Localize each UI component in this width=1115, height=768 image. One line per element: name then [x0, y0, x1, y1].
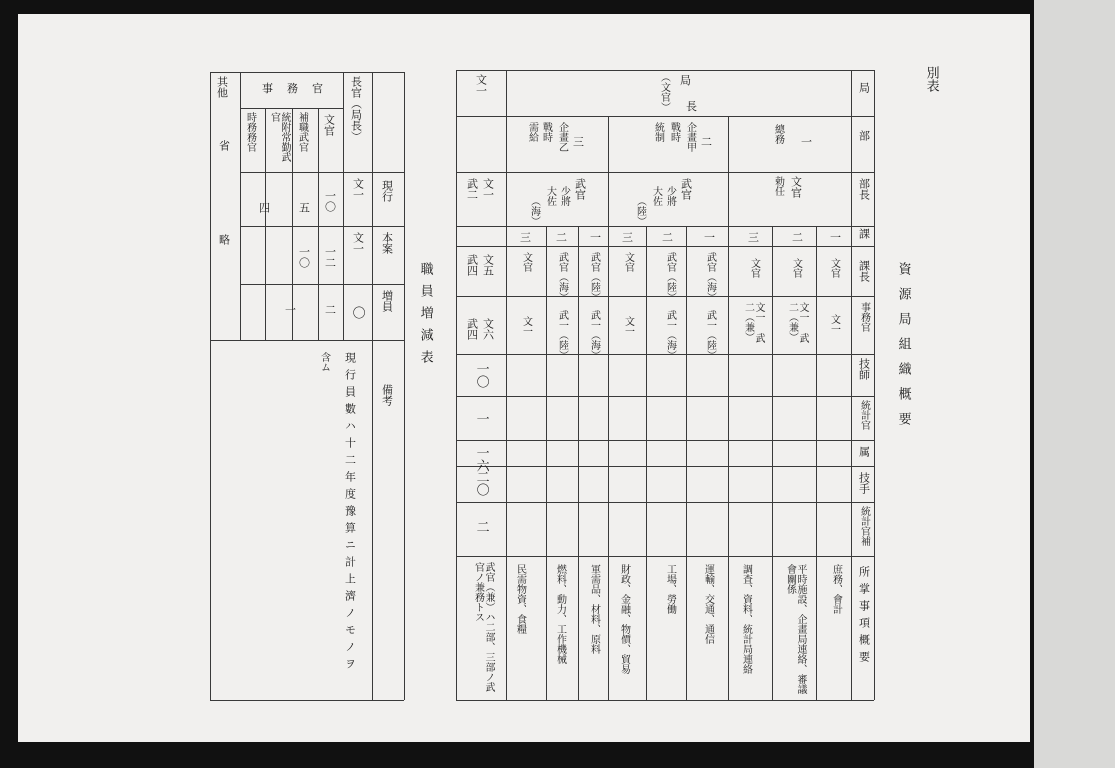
row-header: 所掌事項概要 — [857, 566, 871, 668]
kacho-cell: 武官（陸） — [664, 252, 676, 302]
row-header-biko: 備考 — [380, 384, 394, 406]
jimukan-cell: 武一（海） — [664, 310, 676, 360]
jimukan-cell: 文一 — [520, 316, 532, 336]
bucho-service: （陸） — [634, 196, 646, 226]
bu-name-top: 企畫乙 — [556, 122, 568, 152]
middle-title: 職員増減表 — [417, 262, 433, 372]
honan-bunkan: 一二 — [323, 246, 337, 268]
table-rule — [456, 440, 874, 441]
summary-gite: 二〇 — [473, 470, 489, 496]
row-header: 事務官 — [858, 302, 870, 332]
kyoku-civil: （文官） — [658, 72, 670, 112]
row-header: 課長 — [857, 260, 871, 282]
table-rule — [456, 172, 874, 173]
row-header-genko: 現行 — [380, 180, 394, 202]
table-rule — [456, 700, 874, 701]
row-header: 属 — [857, 446, 871, 457]
bu-name: 統制 — [652, 122, 664, 142]
row-header: 部 — [857, 130, 871, 141]
summary-jimukan-civil: 文六 — [481, 318, 495, 340]
ka-number: 三 — [520, 231, 531, 244]
bucho-type: 武官 — [573, 178, 587, 200]
remarks-line-2: 含ム — [318, 352, 330, 372]
jimukan-cell: 文一 武二（兼） — [786, 302, 808, 343]
bu-name-top: 企畫甲 — [684, 122, 696, 152]
summary-jimukan-military: 武四 — [465, 318, 479, 340]
table-rule — [646, 226, 647, 700]
table-rule — [265, 108, 266, 340]
summary-tokeikanho: 二 — [473, 520, 489, 533]
summary-gishi: 一〇 — [473, 362, 489, 388]
jimukan-cell: 文一 武二（兼） — [742, 302, 764, 343]
table-rule — [728, 116, 729, 700]
table-rule — [240, 226, 404, 227]
duties-cell: 平時施設、企畫局連絡、審議會關係 — [784, 564, 806, 694]
bucho-service: （海） — [528, 196, 540, 226]
jimukan-cell: 武一（海） — [588, 310, 600, 360]
duties-cell: 工場、勞働 — [664, 564, 676, 614]
summary-bucho-civil: 文一 — [481, 178, 495, 200]
table-rule — [686, 226, 687, 700]
col-header-chokan: 長官（局長） — [349, 76, 363, 142]
duties-cell: 調査、資料、統計局連絡 — [740, 564, 752, 674]
kacho-cell: 武官（海） — [704, 252, 716, 302]
ka-number: 二 — [556, 231, 567, 244]
bu-name: 戰時 — [668, 122, 680, 142]
table-rule — [456, 246, 874, 247]
jimukan-cell: 武一（陸） — [556, 310, 568, 360]
kacho-cell: 武官（陸） — [588, 252, 600, 302]
kacho-cell: 文官 — [748, 258, 760, 278]
ka-number: 三 — [748, 231, 759, 244]
summary-bucho-military: 武二 — [465, 178, 479, 200]
bu-name: 戰時 — [540, 122, 552, 142]
table-rule — [240, 72, 241, 340]
ka-number: 二 — [662, 231, 673, 244]
duties-cell: 財政、金融、物價、貿易 — [618, 564, 630, 674]
table-rule — [772, 226, 773, 700]
ka-number: 一 — [830, 231, 841, 244]
kacho-cell: 文官 — [828, 258, 840, 278]
document-title: 資源局組織概要 — [895, 262, 911, 437]
row-header: 統計官 — [858, 400, 870, 430]
row-header: 技手 — [857, 472, 871, 494]
bu-number: 三 — [571, 136, 585, 147]
row-header-honan: 本案 — [380, 232, 394, 254]
row-header: 局 — [857, 82, 871, 93]
genko-hoshoku: 五 — [297, 202, 311, 213]
row-header: 課 — [857, 228, 871, 239]
kacho-cell: 文官 — [790, 258, 802, 278]
sub-header: 統附常勤武官 — [268, 112, 290, 162]
table-rule — [851, 70, 852, 700]
row-header: 統計官補 — [858, 506, 870, 546]
jimukan-cell: 文一 — [828, 314, 840, 334]
ka-number: 三 — [622, 231, 633, 244]
duties-cell: 運輸、交通、通信 — [702, 564, 714, 644]
table-rule — [456, 226, 874, 227]
bu-name: 需給 — [526, 122, 538, 142]
kacho-cell: 武官（海） — [556, 252, 568, 302]
table-rule — [874, 70, 875, 700]
zoin-bunkan: 二 — [323, 304, 337, 315]
genko-chokan: 文一 — [351, 178, 365, 200]
remarks-line-1: 現行員數ハ十二年度豫算ニ計上濟ノモノヲ — [343, 352, 357, 675]
zoin-chokan: 〇 — [349, 306, 365, 319]
bucho-rank: 勅任 — [772, 176, 784, 196]
ka-number: 二 — [792, 231, 803, 244]
summary-kacho-civil: 文五 — [481, 254, 495, 276]
summary-tokeikan: 一 — [473, 412, 489, 425]
table-rule — [404, 72, 405, 700]
bucho-type: 文官 — [789, 176, 803, 198]
annex-label: 別表 — [923, 66, 939, 92]
row-header: 部長 — [857, 178, 871, 200]
table-rule — [210, 700, 404, 701]
bu-number: 一 — [799, 136, 813, 147]
table-rule — [240, 108, 343, 109]
duties-cell: 軍需品、材料、原料 — [588, 564, 600, 654]
table-rule — [240, 284, 404, 285]
bucho-rank: 少將 — [664, 186, 676, 206]
table-rule — [816, 226, 817, 700]
sub-header: 文官 — [322, 114, 336, 136]
sonota-ryaku: 略 — [217, 234, 231, 245]
kyoku-chief: 長 — [686, 100, 697, 113]
bucho-rank: 少將 — [558, 186, 570, 206]
bucho-type: 武官 — [679, 178, 693, 200]
table-rule — [608, 116, 609, 700]
duties-cell: 庶務、會計 — [830, 564, 842, 614]
table-rule — [456, 556, 874, 557]
table-rule — [318, 108, 319, 340]
table-rule — [506, 70, 507, 700]
sub-header: 補職武官 — [296, 112, 308, 152]
kyoku-label: 局 — [680, 74, 691, 87]
col-header-sonota: 其他 — [215, 76, 229, 98]
zoin-hoshoku: 一 — [283, 304, 297, 315]
page-edge — [1034, 0, 1115, 768]
summary-zoku: 一六 — [473, 446, 489, 472]
bucho-rank: 大佐 — [650, 186, 662, 206]
jimukan-cell: 文一 — [622, 316, 634, 336]
sonota-sho: 省 — [217, 140, 231, 151]
table-rule — [210, 72, 211, 700]
bu-name: 總務 — [772, 124, 784, 144]
summary-kacho-military: 武四 — [465, 254, 479, 276]
table-rule — [456, 502, 874, 503]
row-header: 技師 — [857, 358, 871, 380]
table-rule — [578, 226, 579, 700]
kacho-cell: 文官 — [520, 252, 532, 272]
honan-chokan: 文一 — [351, 232, 365, 254]
ka-number: 一 — [704, 231, 715, 244]
table-rule — [456, 396, 874, 397]
bu-number: 二 — [699, 136, 713, 147]
genko-bunkan: 一〇 — [323, 190, 337, 212]
table-rule — [456, 116, 874, 117]
col-header-jimukan: 事務官 — [262, 82, 337, 95]
table-rule — [210, 340, 404, 341]
jimukan-cell: 武一（陸） — [704, 310, 716, 360]
ka-number: 一 — [590, 231, 601, 244]
duties-cell: 燃料、動力、工作機械 — [554, 564, 566, 664]
sub-header: 時務務官 — [244, 112, 256, 152]
row-header-zoin: 増員 — [380, 290, 394, 312]
honan-hoshoku: 一〇 — [297, 246, 311, 268]
summary-kyoku: 文一 — [474, 74, 488, 96]
table-rule — [372, 72, 373, 700]
table-rule — [456, 70, 874, 71]
summary-duties: 武官（兼）ハ二部、三部ノ武官ノ兼務トス — [472, 562, 494, 692]
kacho-cell: 文官 — [622, 252, 634, 272]
table-rule — [456, 466, 874, 467]
genko-jomu: 四 — [257, 202, 271, 213]
table-rule — [456, 70, 457, 700]
bucho-rank: 大佐 — [544, 186, 556, 206]
table-rule — [546, 226, 547, 700]
table-rule — [240, 172, 404, 173]
table-rule — [343, 72, 344, 340]
duties-cell: 民需物資、食糧 — [514, 564, 526, 634]
